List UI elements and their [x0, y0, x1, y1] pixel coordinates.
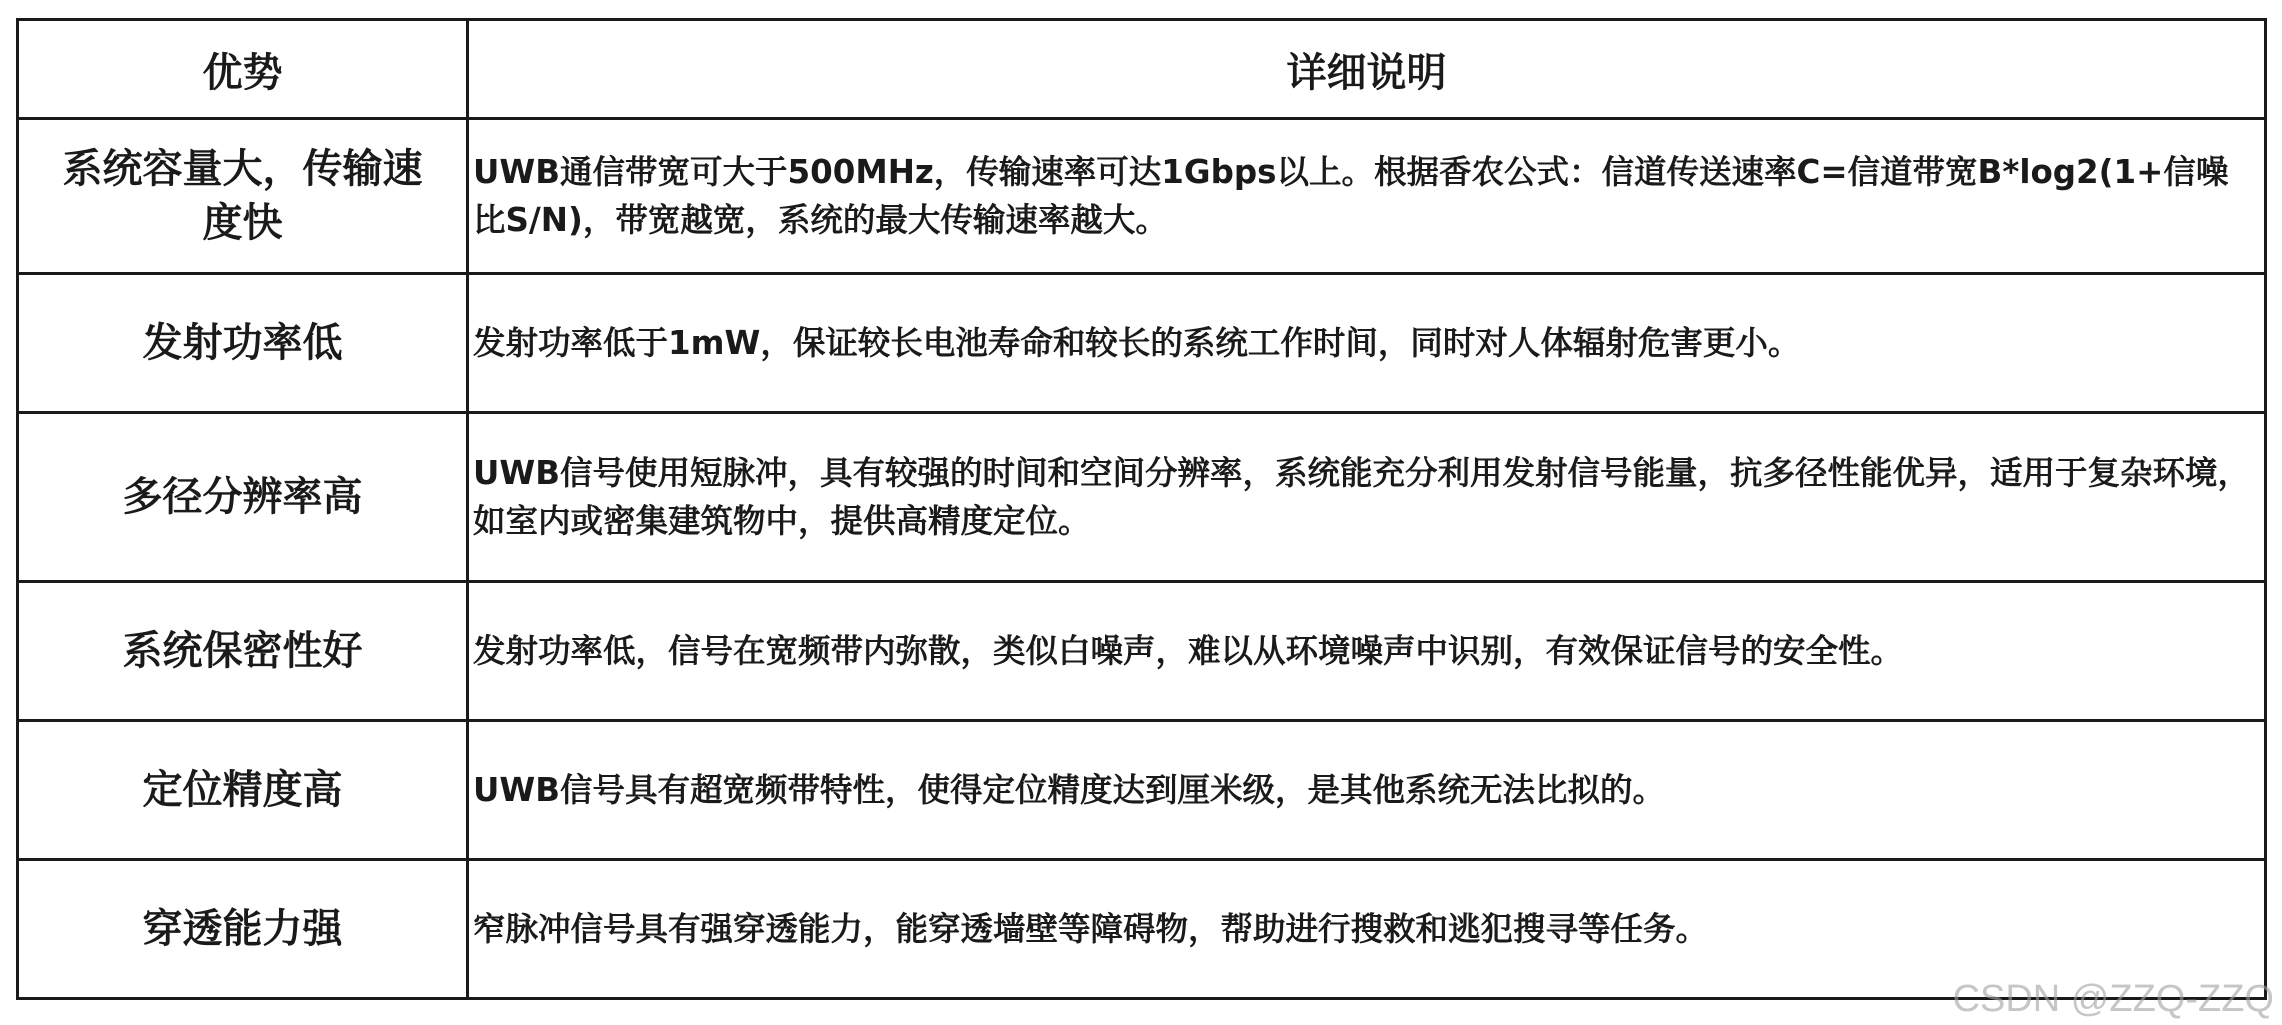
header-advantage: 优势 — [18, 20, 468, 119]
table-row — [18, 119, 2266, 274]
description-cell: UWB通信带宽可大于500MHz，传输速率可达1Gbps以上。根据香农公式：信道传送速率C=信道带宽B*log2(1+信噪比S/N)，带宽越宽，系统的最大传输速率越大。 — [468, 119, 2266, 274]
description-cell: UWB信号具有超宽频带特性，使得定位精度达到厘米级，是其他系统无法比拟的。 — [468, 721, 2266, 860]
advantage-cell: 穿透能力强 — [18, 860, 468, 999]
csdn-watermark: CSDN @ZZQ-ZZQ — [1952, 978, 2274, 1020]
advantage-cell: 发射功率低 — [18, 274, 468, 413]
advantage-cell: 多径分辨率高 — [18, 413, 468, 582]
advantage-cell: 定位精度高 — [18, 721, 468, 860]
table-row — [18, 860, 2266, 999]
description-cell: 发射功率低于1mW，保证较长电池寿命和较长的系统工作时间，同时对人体辐射危害更小。 — [468, 274, 2266, 413]
description-cell: 窄脉冲信号具有强穿透能力，能穿透墙壁等障碍物，帮助进行搜救和逃犯搜寻等任务。 — [468, 860, 2266, 999]
header-description: 详细说明 — [468, 20, 2266, 119]
advantage-cell: 系统容量大，传输速度快 — [18, 119, 468, 274]
description-cell: UWB信号使用短脉冲，具有较强的时间和空间分辨率，系统能充分利用发射信号能量，抗多径性能优异，适用于复杂环境，如室内或密集建筑物中，提供高精度定位。 — [468, 413, 2266, 582]
advantages-table-container — [16, 18, 2264, 1000]
table-row — [18, 721, 2266, 860]
table-row — [18, 274, 2266, 413]
advantage-cell: 系统保密性好 — [18, 582, 468, 721]
advantages-table — [16, 18, 2267, 1000]
table-row — [18, 413, 2266, 582]
table-header-row — [18, 20, 2266, 119]
table-row — [18, 582, 2266, 721]
description-cell: 发射功率低，信号在宽频带内弥散，类似白噪声，难以从环境噪声中识别，有效保证信号的安全性。 — [468, 582, 2266, 721]
